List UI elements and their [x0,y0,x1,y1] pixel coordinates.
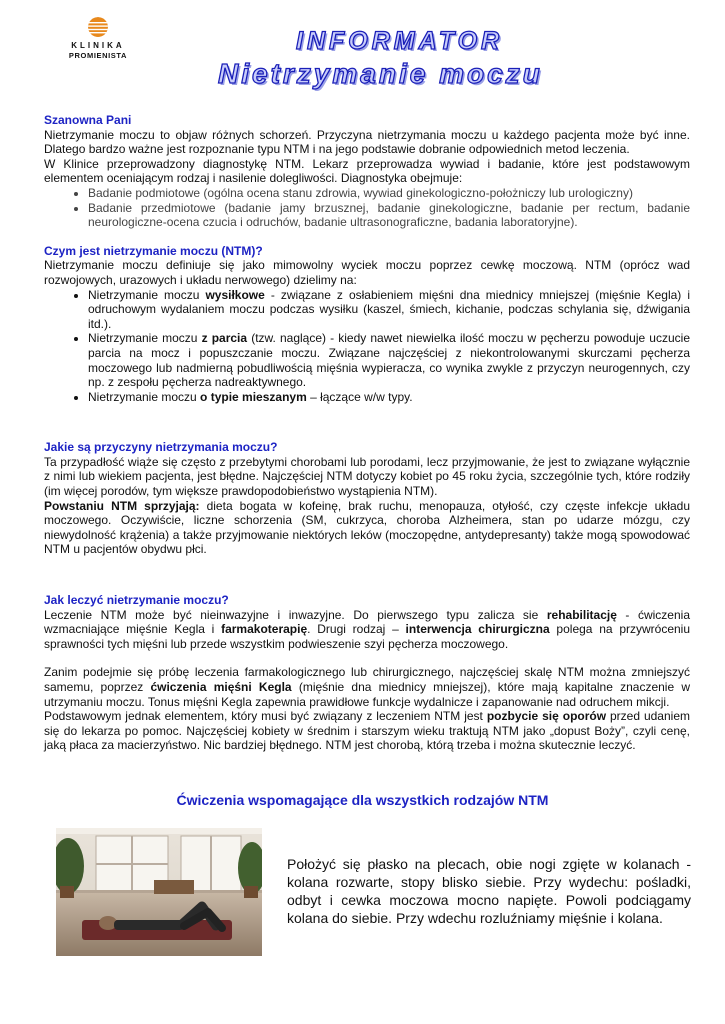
diagnostics-list [44,186,690,230]
clinic-logo [58,17,138,61]
section1-paragraph: Nietrzymanie moczu definiuje się jako mimowolny wyciek moczu poprzez cewkę moczową. NTM (oprócz wad rozwojowych, urazowych i układu nerwowego) dzielimy na: [44,258,690,287]
section2-paragraph-2: Powstaniu NTM sprzyjają: dieta bogata w kofeinę, brak ruchu, menopauza, otyłość, czy częste infekcje układu moczowego. Oczywiście, liczne schorzenia (SM, cukrzyca, choroba Alzheimera, stan po udarze mózgu, czy niewydolność krążenia) a także przyjmowanie niektórych leków (moczopędne, antydepresanty) także mogą spowodować NTM u pacjentów obydwu płci. [44,498,690,557]
section3-paragraph-1: Leczenie NTM może być nieinwazyjne i inwazyjne. Do pierwszego typu zalicza sie rehabilitację - ćwiczenia wzmacniające mięśnie Kegla i farmakoterapię. Drugi rodzaj – interwencja chirurgiczna polega na przywróceniu sprawności tych mięśni lub przede wszystkim podwieszenie szyi pęcherza moczowego. [44,607,691,651]
list-item: • Nietrzymanie moczu o typie mieszanym – łączące w/w typy. [88,390,690,405]
list-item: • Badanie podmiotowe (ogólna ocena stanu zdrowia, wywiad ginekologiczno-położniczy lub urologiczny) [88,186,690,201]
logo-text-line2: PROMIENISTA [68,51,128,60]
greeting: Szanowna Pani [44,113,132,127]
list-item: • Nietrzymanie moczu wysiłkowe - związane z osłabieniem mięśni dna miednicy mniejszej (mięśnie Kegla) i odruchowym wydalaniem moczu podczas wysiłku (kaszel, śmiech, kichanie, podczas schylania się, dźwigania itd.). [88,288,690,332]
intro-paragraph-1: Nietrzymanie moczu to objaw różnych schorzeń. Przyczyna nietrzymania moczu u każdego pacjenta może być inne. Dlatego bardzo ważne jest rozpoznanie typu NTM i na jego podstawie dobranie odpowiednich metod leczenia. [44,127,690,157]
section-heading-causes: Jakie są przyczyny nietrzymania moczu? [44,440,278,455]
clinic-sun-logo-icon [88,17,108,37]
section3-paragraph-3: Podstawowym jednak elementem, który musi być związany z leczeniem NTM jest pozbycie się oporów przed udaniem się do lekarza po pomoc. Najczęściej kobiety w średnim i starszym wieku traktują NTM jako „dopust Boży”, czyli cenę, jaką płaca za macierzyństwo. Nic bardziej błędnego. NTM jest chorobą, którą trzeba i można skutecznie leczyć. [44,709,690,753]
exercises-heading: Ćwiczenia wspomagające dla wszystkich rodzajów NTM [176,792,549,808]
ntm-types-list [44,288,690,405]
section-heading-what-is-ntm: Czym jest nietrzymanie moczu (NTM)? [44,243,263,258]
header-title: INFORMATOR [296,27,504,55]
intro-paragraph-2: W Klinice przeprowadzony diagnostykę NTM. Lekarz przeprowadza wywiad i badanie, które jest podstawowym elementem oceniającym rodzaj i nasilenie dolegliwości. Diagnostyka obejmuje: [44,156,690,186]
list-item: • Nietrzymanie moczu z parcia (tzw. naglące) - kiedy nawet niewielka ilość moczu w pęcherzu powoduje uczucie parcia na mocz i popuszczanie moczu. Związane najczęściej z niekontrolowanymi skurczami pęcherza moczowego lub nadmierną pobudliwością mięśnia wypieracza, co wynika zwykle z przyczyn neurogennych, czy np. z zespołu pęcherza nadreaktywnego. [88,331,690,389]
logo-text-line1: KLINIKA [71,41,125,50]
header-subtitle: Nietrzymanie moczu [218,58,543,89]
document-body [44,113,690,753]
exercise-photo [56,828,262,956]
section2-paragraph-1: Ta przypadłość wiąże się często z przebytymi chorobami lub porodami, lecz przyjmowanie, że jest to związane wyłącznie z nimi lub wiekiem pacjenta, jest błędne. Najczęściej NTM dotyczy kobiet po 45 roku życia, szczególnie tych, które rodziły (im więcej porodów, tym większe prawdopodobieństwo wystąpienia NTM). [44,454,690,499]
section3-paragraph-2: Zanim podejmie się próbę leczenia farmakologicznego lub chirurgicznego, najczęściej skalę NTM można zmniejszyć samemu, poprzez ćwiczenia mięśni Kegla (mięśnie dna miednicy mniejszej), które mają kapitalne znaczenie w utrzymaniu moczu. Tonus mięśni Kegla zapewnia prawidłowe funkcje wydalnicze i zapanowanie nad odruchem mikcji. [44,665,691,709]
exercise-instructions: Położyć się płasko na plecach, obie nogi zgięte w kolanach - kolana rozwarte, stopy blisko siebie. Przy wydechu: pośladki, odbyt i cewka moczowa mocno napięte. Powoli podciągamy kolana do siebie. Przy wdechu rozluźniamy mięśnie i kolana. [287,856,691,926]
section-heading-treatment: Jak leczyć nietrzymanie moczu? [44,593,229,608]
list-item: • Badanie przedmiotowe (badanie jamy brzusznej, badanie ginekologiczne, badanie per rectum, badanie neurologiczne-ocena czucia i odruchów, badanie ultrasonograficzne, badania laboratoryjne). [88,201,690,230]
